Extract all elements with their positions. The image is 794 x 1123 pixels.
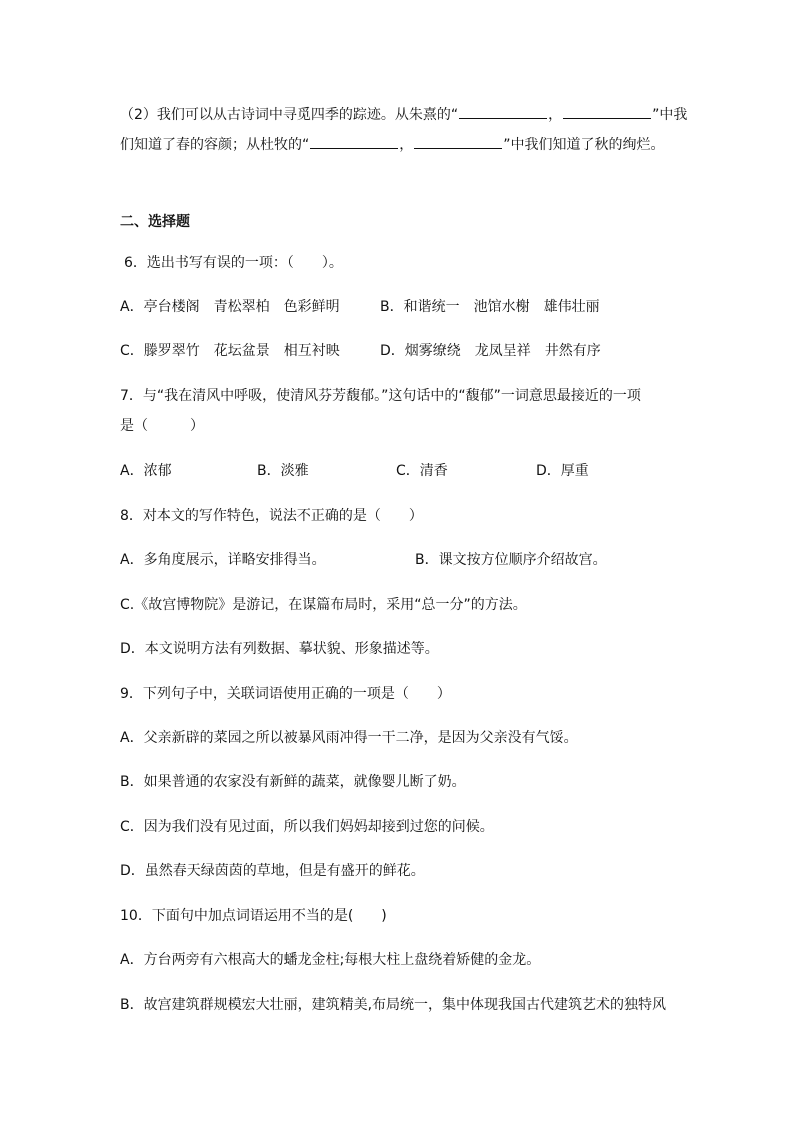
section-title: 二、选择题 — [120, 214, 190, 230]
q6-option-a: A．亭台楼阁 青松翠柏 色彩鲜明 — [120, 299, 340, 315]
q10-stem: 10．下面句中加点词语运用不当的是( ) — [120, 908, 387, 924]
q6-options-row-1 — [120, 298, 340, 316]
q5-2-text: （2）我们可以从古诗词中寻觅四季的踪迹。从朱熹的“ — [120, 107, 459, 123]
q8-option-a: A．多角度展示，详略安排得当。 — [120, 552, 326, 568]
q7-option-b: B．淡雅 — [257, 463, 309, 479]
q8-option-b: B．课文按方位顺序介绍故宫。 — [415, 552, 607, 568]
q9-option-d: D．虽然春天绿茵茵的草地，但是有盛开的鲜花。 — [120, 863, 425, 879]
blank-3 — [310, 134, 398, 149]
q5-2-text: 们知道了春的容颜；从杜牧的“ — [120, 137, 310, 153]
q6-stem: 6．选出书写有误的一项：（ ）。 — [124, 255, 343, 271]
q6-option-b: B．和谐统一 池馆水榭 雄伟壮丽 — [380, 299, 600, 315]
q10-option-a: A．方台两旁有六根高大的蟠龙金柱;每根大柱上盘绕着矫健的金龙。 — [120, 952, 541, 968]
q7-option-d: D．厚重 — [536, 463, 589, 479]
separator: ， — [548, 107, 563, 123]
q7-stem-line-1: 7．与“我在清风中呼吸，使清风芬芳馥郁。”这句话中的“馥郁”一词意思最接近的一项 — [120, 388, 641, 404]
q7-stem-line-2: 是（ ） — [120, 418, 204, 434]
q8-stem: 8．对本文的写作特色，说法不正确的是（ ） — [120, 508, 423, 524]
blank-1 — [459, 104, 547, 119]
q9-option-b: B．如果普通的农家没有新鲜的蔬菜，就像婴儿断了奶。 — [120, 774, 466, 790]
q7-option-a: A．浓郁 — [120, 463, 172, 479]
q5-2-line-2 — [120, 134, 665, 154]
q5-2-text: ”中我 — [652, 107, 688, 123]
q9-option-a: A．父亲新辟的菜园之所以被暴风雨冲得一干二净，是因为父亲没有气馁。 — [120, 730, 578, 746]
q7-option-c: C．清香 — [396, 463, 448, 479]
q8-option-c: C.《故宫博物院》是游记，在谋篇布局时，采用“总一分”的方法。 — [120, 597, 527, 613]
q5-2-line-1 — [120, 104, 687, 124]
q10-option-b: B．故宫建筑群规模宏大壮丽，建筑精美,布局统一，集中体现我国古代建筑艺术的独特风 — [120, 997, 667, 1013]
q9-option-c: C．因为我们没有见过面，所以我们妈妈却接到过您的问候。 — [120, 819, 494, 835]
q6-option-d: D．烟雾缭绕 龙凤呈祥 井然有序 — [380, 343, 601, 359]
separator: ， — [399, 137, 414, 153]
q9-stem: 9．下列句子中，关联词语使用正确的一项是（ ） — [120, 686, 451, 702]
q8-option-d: D．本文说明方法有列数据、摹状貌、形象描述等。 — [120, 641, 439, 657]
blank-2 — [563, 104, 651, 119]
blank-4 — [414, 134, 502, 149]
q5-2-text: ”中我们知道了秋的绚烂。 — [503, 137, 665, 153]
q6-option-c: C．滕罗翠竹 花坛盆景 相互衬映 — [120, 343, 340, 359]
